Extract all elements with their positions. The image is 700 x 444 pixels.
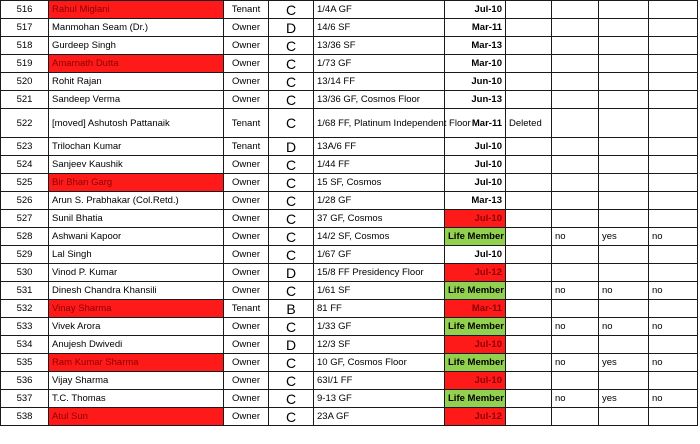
member-name-cell[interactable]: Gurdeep Singh: [49, 37, 224, 55]
col-2-cell[interactable]: [599, 336, 649, 354]
address-cell[interactable]: 15/8 FF Presidency Floor: [314, 264, 445, 282]
table-row: [1, 300, 698, 318]
note-cell[interactable]: [506, 264, 552, 282]
table-row: [1, 210, 698, 228]
col-1-cell[interactable]: [552, 19, 599, 37]
col-1-cell[interactable]: [552, 336, 599, 354]
address-cell[interactable]: 14/2 SF, Cosmos: [314, 228, 445, 246]
member-name-cell[interactable]: Vijay Sharma: [49, 372, 224, 390]
member-name-cell[interactable]: Vivek Arora: [49, 318, 224, 336]
note-cell[interactable]: Deleted: [506, 109, 552, 138]
col-2-cell[interactable]: [599, 300, 649, 318]
member-type-cell[interactable]: Owner: [224, 55, 269, 73]
table-row: [1, 354, 698, 372]
col-3-cell[interactable]: [649, 408, 698, 426]
table-row: [1, 264, 698, 282]
member-type-cell[interactable]: Owner: [224, 354, 269, 372]
member-type-cell[interactable]: Owner: [224, 282, 269, 300]
col-1-cell[interactable]: [552, 192, 599, 210]
member-type-cell[interactable]: Owner: [224, 336, 269, 354]
category-cell[interactable]: C: [269, 73, 314, 91]
table-row: [1, 390, 698, 408]
expiry-cell[interactable]: Jul-10: [445, 210, 506, 228]
col-2-cell[interactable]: [599, 210, 649, 228]
member-name-cell[interactable]: Sandeep Verma: [49, 91, 224, 109]
col-3-cell[interactable]: [649, 336, 698, 354]
member-number-cell[interactable]: 522: [1, 109, 49, 138]
col-3-cell[interactable]: no: [649, 354, 698, 372]
col-1-cell[interactable]: [552, 300, 599, 318]
address-cell[interactable]: 13A/6 FF: [314, 138, 445, 156]
member-name-cell[interactable]: Ram Kumar Sharma: [49, 354, 224, 372]
table-row: [1, 73, 698, 91]
table-row: [1, 91, 698, 109]
note-cell[interactable]: [506, 174, 552, 192]
col-1-cell[interactable]: [552, 210, 599, 228]
member-number-cell[interactable]: 536: [1, 372, 49, 390]
expiry-cell[interactable]: Jul-10: [445, 156, 506, 174]
member-type-cell[interactable]: Tenant: [224, 138, 269, 156]
member-name-cell[interactable]: Trilochan Kumar: [49, 138, 224, 156]
member-name-cell[interactable]: Rahul Miglani: [49, 1, 224, 19]
address-cell[interactable]: 37 GF, Cosmos: [314, 210, 445, 228]
member-number-cell[interactable]: 531: [1, 282, 49, 300]
member-type-cell[interactable]: Owner: [224, 246, 269, 264]
col-2-cell[interactable]: [599, 372, 649, 390]
col-2-cell[interactable]: [599, 192, 649, 210]
member-type-cell[interactable]: Owner: [224, 91, 269, 109]
expiry-cell[interactable]: Jul-10: [445, 246, 506, 264]
col-3-cell[interactable]: [649, 138, 698, 156]
table-body: [1, 1, 698, 426]
member-type-cell[interactable]: Owner: [224, 174, 269, 192]
note-cell[interactable]: [506, 210, 552, 228]
expiry-cell[interactable]: Mar-11: [445, 19, 506, 37]
category-cell[interactable]: B: [269, 300, 314, 318]
col-2-cell[interactable]: [599, 264, 649, 282]
address-cell[interactable]: 1/44 FF: [314, 156, 445, 174]
col-1-cell[interactable]: no: [552, 282, 599, 300]
member-type-cell[interactable]: Owner: [224, 408, 269, 426]
address-cell[interactable]: 1/73 GF: [314, 55, 445, 73]
col-1-cell[interactable]: [552, 174, 599, 192]
table-row: [1, 372, 698, 390]
category-cell[interactable]: C: [269, 228, 314, 246]
expiry-cell[interactable]: Jul-12: [445, 264, 506, 282]
col-1-cell[interactable]: no: [552, 354, 599, 372]
expiry-cell[interactable]: Mar-13: [445, 37, 506, 55]
expiry-cell[interactable]: Jul-10: [445, 174, 506, 192]
col-2-cell[interactable]: no: [599, 318, 649, 336]
address-cell[interactable]: 1/4A GF: [314, 1, 445, 19]
note-cell[interactable]: [506, 228, 552, 246]
address-cell[interactable]: 15 SF, Cosmos: [314, 174, 445, 192]
member-type-cell[interactable]: Owner: [224, 228, 269, 246]
member-number-cell[interactable]: 532: [1, 300, 49, 318]
table-row: [1, 138, 698, 156]
category-cell[interactable]: C: [269, 109, 314, 138]
table-row: [1, 37, 698, 55]
expiry-cell[interactable]: Life Member: [445, 318, 506, 336]
member-type-cell[interactable]: Owner: [224, 73, 269, 91]
address-cell[interactable]: 10 GF, Cosmos Floor: [314, 354, 445, 372]
col-3-cell[interactable]: [649, 73, 698, 91]
member-number-cell[interactable]: 527: [1, 210, 49, 228]
member-name-cell[interactable]: Rohit Rajan: [49, 73, 224, 91]
note-cell[interactable]: [506, 372, 552, 390]
category-cell[interactable]: C: [269, 282, 314, 300]
note-cell[interactable]: [506, 336, 552, 354]
member-number-cell[interactable]: 524: [1, 156, 49, 174]
member-name-cell[interactable]: Vinod P. Kumar: [49, 264, 224, 282]
col-1-cell[interactable]: no: [552, 390, 599, 408]
member-name-cell[interactable]: Bir Bhan Garg: [49, 174, 224, 192]
member-number-cell[interactable]: 535: [1, 354, 49, 372]
col-2-cell[interactable]: [599, 55, 649, 73]
col-2-cell[interactable]: [599, 37, 649, 55]
col-3-cell[interactable]: [649, 246, 698, 264]
member-name-cell[interactable]: Arun S. Prabhakar (Col.Retd.): [49, 192, 224, 210]
col-1-cell[interactable]: [552, 138, 599, 156]
col-3-cell[interactable]: no: [649, 228, 698, 246]
member-number-cell[interactable]: 517: [1, 19, 49, 37]
table-row: [1, 1, 698, 19]
category-cell[interactable]: C: [269, 174, 314, 192]
col-2-cell[interactable]: yes: [599, 228, 649, 246]
member-number-cell[interactable]: 533: [1, 318, 49, 336]
note-cell[interactable]: [506, 300, 552, 318]
col-3-cell[interactable]: [649, 192, 698, 210]
address-cell[interactable]: 1/28 GF: [314, 192, 445, 210]
category-cell[interactable]: C: [269, 390, 314, 408]
col-2-cell[interactable]: [599, 246, 649, 264]
col-1-cell[interactable]: [552, 246, 599, 264]
member-number-cell[interactable]: 516: [1, 1, 49, 19]
category-cell[interactable]: C: [269, 354, 314, 372]
expiry-cell[interactable]: Jul-12: [445, 408, 506, 426]
col-1-cell[interactable]: [552, 109, 599, 138]
address-cell[interactable]: 13/14 FF: [314, 73, 445, 91]
note-cell[interactable]: [506, 91, 552, 109]
member-name-cell[interactable]: Amarnath Dutta: [49, 55, 224, 73]
address-cell[interactable]: 23A GF: [314, 408, 445, 426]
table-row: [1, 19, 698, 37]
table-row: [1, 228, 698, 246]
expiry-cell[interactable]: Mar-11: [445, 300, 506, 318]
member-name-cell[interactable]: T.C. Thomas: [49, 390, 224, 408]
col-2-cell[interactable]: yes: [599, 390, 649, 408]
col-2-cell[interactable]: [599, 1, 649, 19]
col-2-cell[interactable]: [599, 73, 649, 91]
address-cell[interactable]: 14/6 SF: [314, 19, 445, 37]
col-2-cell[interactable]: [599, 408, 649, 426]
col-3-cell[interactable]: [649, 264, 698, 282]
col-3-cell[interactable]: [649, 19, 698, 37]
col-2-cell[interactable]: [599, 138, 649, 156]
col-3-cell[interactable]: no: [649, 318, 698, 336]
category-cell[interactable]: C: [269, 55, 314, 73]
table-row: [1, 318, 698, 336]
col-1-cell[interactable]: no: [552, 228, 599, 246]
address-cell[interactable]: 81 FF: [314, 300, 445, 318]
note-cell[interactable]: [506, 354, 552, 372]
member-number-cell[interactable]: 534: [1, 336, 49, 354]
col-3-cell[interactable]: [649, 55, 698, 73]
member-name-cell[interactable]: Sanjeev Kaushik: [49, 156, 224, 174]
expiry-cell[interactable]: Mar-10: [445, 55, 506, 73]
col-3-cell[interactable]: [649, 109, 698, 138]
member-number-cell[interactable]: 523: [1, 138, 49, 156]
col-2-cell[interactable]: [599, 156, 649, 174]
note-cell[interactable]: [506, 282, 552, 300]
category-cell[interactable]: C: [269, 318, 314, 336]
address-cell[interactable]: 63I/1 FF: [314, 372, 445, 390]
member-number-cell[interactable]: 520: [1, 73, 49, 91]
category-cell[interactable]: C: [269, 408, 314, 426]
expiry-cell[interactable]: Jul-10: [445, 372, 506, 390]
category-cell[interactable]: D: [269, 336, 314, 354]
expiry-cell[interactable]: Life Member: [445, 228, 506, 246]
member-number-cell[interactable]: 530: [1, 264, 49, 282]
note-cell[interactable]: [506, 408, 552, 426]
table-row: [1, 408, 698, 426]
member-name-cell[interactable]: Ashwani Kapoor: [49, 228, 224, 246]
col-3-cell[interactable]: [649, 300, 698, 318]
address-cell[interactable]: 1/67 GF: [314, 246, 445, 264]
member-type-cell[interactable]: Tenant: [224, 300, 269, 318]
member-type-cell[interactable]: Owner: [224, 390, 269, 408]
category-cell[interactable]: C: [269, 192, 314, 210]
expiry-cell[interactable]: Mar-13: [445, 192, 506, 210]
member-type-cell[interactable]: Owner: [224, 318, 269, 336]
col-3-cell[interactable]: [649, 174, 698, 192]
col-1-cell[interactable]: [552, 73, 599, 91]
category-cell[interactable]: D: [269, 19, 314, 37]
member-type-cell[interactable]: Owner: [224, 19, 269, 37]
col-3-cell[interactable]: no: [649, 390, 698, 408]
col-3-cell[interactable]: [649, 156, 698, 174]
member-name-cell[interactable]: Lal Singh: [49, 246, 224, 264]
note-cell[interactable]: [506, 55, 552, 73]
member-name-cell[interactable]: Anujesh Dwivedi: [49, 336, 224, 354]
table-row: [1, 156, 698, 174]
col-3-cell[interactable]: [649, 210, 698, 228]
note-cell[interactable]: [506, 138, 552, 156]
expiry-cell[interactable]: Jul-10: [445, 336, 506, 354]
note-cell[interactable]: [506, 156, 552, 174]
member-type-cell[interactable]: Owner: [224, 264, 269, 282]
expiry-cell[interactable]: Mar-11: [445, 109, 506, 138]
col-3-cell[interactable]: [649, 91, 698, 109]
col-1-cell[interactable]: [552, 408, 599, 426]
col-3-cell[interactable]: [649, 37, 698, 55]
note-cell[interactable]: [506, 19, 552, 37]
category-cell[interactable]: C: [269, 246, 314, 264]
category-cell[interactable]: C: [269, 156, 314, 174]
member-number-cell[interactable]: 525: [1, 174, 49, 192]
member-number-cell[interactable]: 528: [1, 228, 49, 246]
address-cell[interactable]: 1/33 GF: [314, 318, 445, 336]
note-cell[interactable]: [506, 37, 552, 55]
member-type-cell[interactable]: Tenant: [224, 109, 269, 138]
expiry-cell[interactable]: Life Member: [445, 390, 506, 408]
member-name-cell[interactable]: Manmohan Seam (Dr.): [49, 19, 224, 37]
expiry-cell[interactable]: Life Member: [445, 354, 506, 372]
address-cell[interactable]: 13/36 GF, Cosmos Floor: [314, 91, 445, 109]
col-2-cell[interactable]: [599, 19, 649, 37]
member-number-cell[interactable]: 529: [1, 246, 49, 264]
expiry-cell[interactable]: Jul-10: [445, 138, 506, 156]
col-3-cell[interactable]: no: [649, 282, 698, 300]
member-name-cell[interactable]: [moved] Ashutosh Pattanaik: [49, 109, 224, 138]
address-cell[interactable]: 1/68 FF, Platinum Independent Floor: [314, 109, 445, 138]
table-row: [1, 192, 698, 210]
expiry-cell[interactable]: Jun-10: [445, 73, 506, 91]
member-name-cell[interactable]: Atul Sun: [49, 408, 224, 426]
member-name-cell[interactable]: Dinesh Chandra Khansili: [49, 282, 224, 300]
note-cell[interactable]: [506, 1, 552, 19]
col-1-cell[interactable]: [552, 37, 599, 55]
member-type-cell[interactable]: Owner: [224, 37, 269, 55]
col-2-cell[interactable]: no: [599, 282, 649, 300]
member-number-cell[interactable]: 519: [1, 55, 49, 73]
address-cell[interactable]: 13/36 SF: [314, 37, 445, 55]
col-3-cell[interactable]: [649, 372, 698, 390]
member-name-cell[interactable]: Vinay Sharma: [49, 300, 224, 318]
col-2-cell[interactable]: [599, 174, 649, 192]
col-1-cell[interactable]: [552, 55, 599, 73]
member-type-cell[interactable]: Owner: [224, 156, 269, 174]
category-cell[interactable]: C: [269, 1, 314, 19]
col-2-cell[interactable]: yes: [599, 354, 649, 372]
table-row: [1, 246, 698, 264]
note-cell[interactable]: [506, 73, 552, 91]
expiry-cell[interactable]: Jul-10: [445, 1, 506, 19]
table-row: [1, 109, 698, 138]
col-1-cell[interactable]: [552, 372, 599, 390]
category-cell[interactable]: C: [269, 37, 314, 55]
col-1-cell[interactable]: [552, 1, 599, 19]
table-row: [1, 282, 698, 300]
expiry-cell[interactable]: Jun-13: [445, 91, 506, 109]
col-1-cell[interactable]: [552, 264, 599, 282]
member-number-cell[interactable]: 538: [1, 408, 49, 426]
col-2-cell[interactable]: [599, 109, 649, 138]
address-cell[interactable]: 12/3 SF: [314, 336, 445, 354]
col-1-cell[interactable]: no: [552, 318, 599, 336]
note-cell[interactable]: [506, 390, 552, 408]
address-cell[interactable]: 1/61 SF: [314, 282, 445, 300]
member-type-cell[interactable]: Tenant: [224, 1, 269, 19]
col-3-cell[interactable]: [649, 1, 698, 19]
category-cell[interactable]: D: [269, 138, 314, 156]
member-number-cell[interactable]: 526: [1, 192, 49, 210]
note-cell[interactable]: [506, 192, 552, 210]
table-row: [1, 55, 698, 73]
member-number-cell[interactable]: 521: [1, 91, 49, 109]
table-row: [1, 336, 698, 354]
member-type-cell[interactable]: Owner: [224, 192, 269, 210]
expiry-cell[interactable]: Life Member: [445, 282, 506, 300]
member-type-cell[interactable]: Owner: [224, 372, 269, 390]
member-number-cell[interactable]: 518: [1, 37, 49, 55]
category-cell[interactable]: C: [269, 210, 314, 228]
category-cell[interactable]: C: [269, 91, 314, 109]
address-cell[interactable]: 9-13 GF: [314, 390, 445, 408]
member-number-cell[interactable]: 537: [1, 390, 49, 408]
col-1-cell[interactable]: [552, 91, 599, 109]
col-1-cell[interactable]: [552, 156, 599, 174]
table-row: [1, 174, 698, 192]
member-name-cell[interactable]: Sunil Bhatia: [49, 210, 224, 228]
note-cell[interactable]: [506, 318, 552, 336]
member-type-cell[interactable]: Owner: [224, 210, 269, 228]
note-cell[interactable]: [506, 246, 552, 264]
category-cell[interactable]: C: [269, 372, 314, 390]
category-cell[interactable]: D: [269, 264, 314, 282]
col-2-cell[interactable]: [599, 91, 649, 109]
